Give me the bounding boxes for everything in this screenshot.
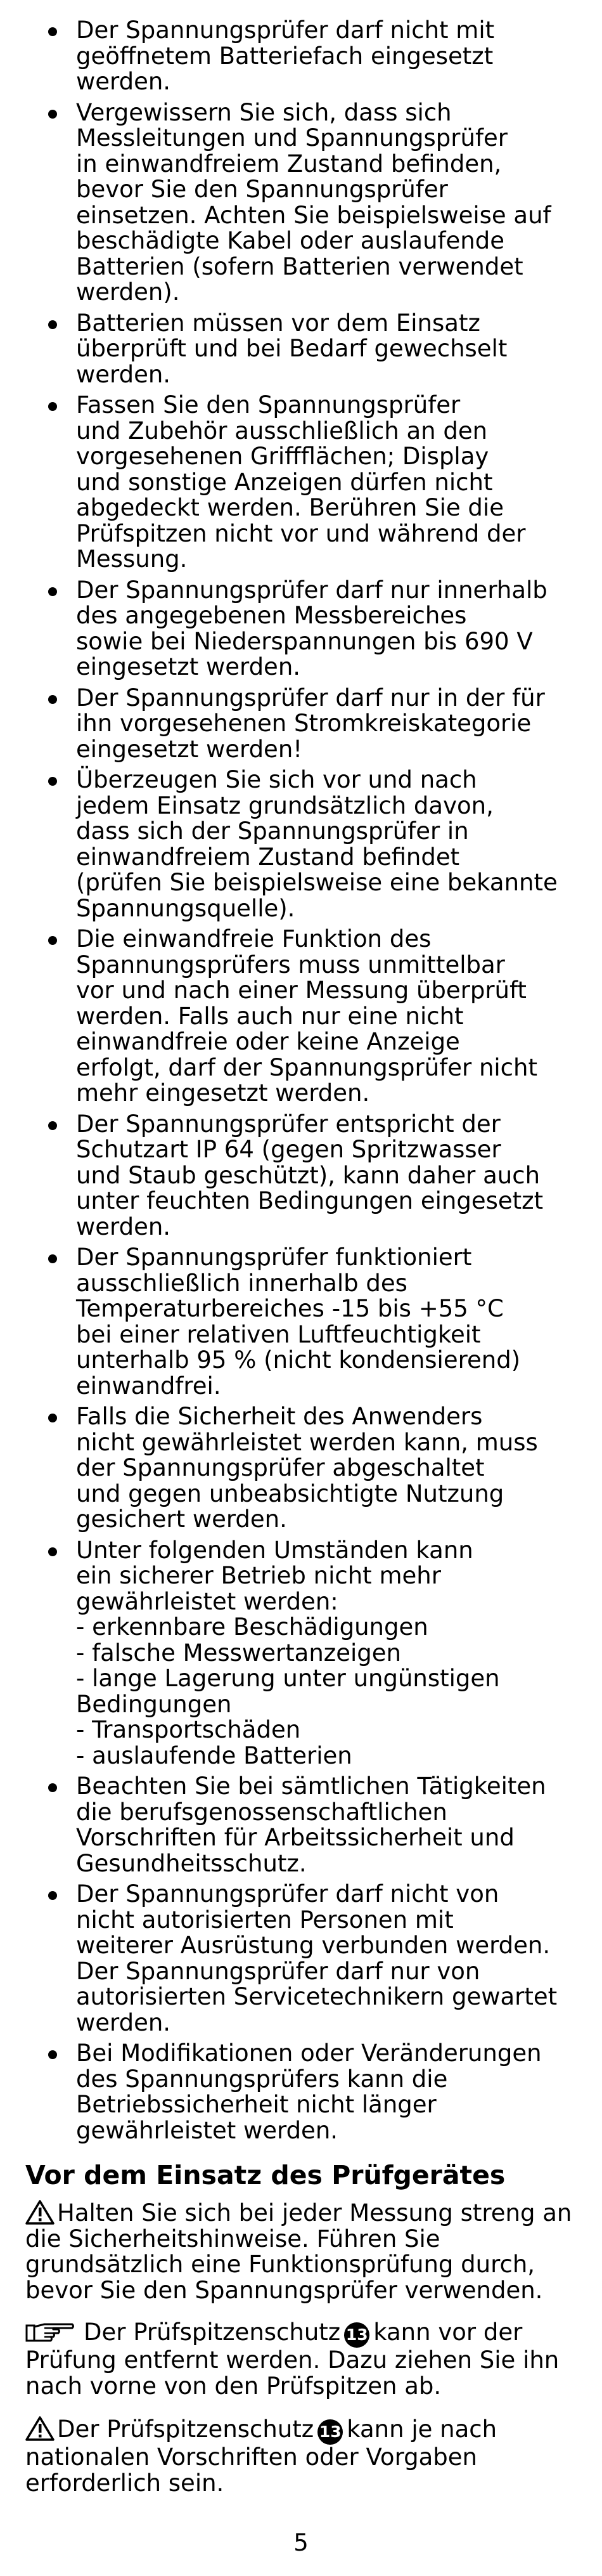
list-item: Fassen Sie den Spannungsprüfer und Zubehör ausschließlich an den vorgesehenen Griffflächen; Display und sonstige Anzeigen dürfen nicht abgedeckt werden. Berühren Sie die Prüfspitzen nicht vor und während der Messung. [25, 393, 583, 573]
bullet-icon [48, 1891, 57, 1900]
list-item: Beachten Sie bei sämtlichen Tätigkeiten die berufsgenossenschaftlichen Vorschriften für Arbeitssicherheit und Gesundheitsschutz. [25, 1774, 583, 1877]
bullet-icon [48, 1414, 57, 1422]
bullet-icon [48, 27, 57, 36]
reference-number-badge: 13 [344, 2322, 369, 2348]
list-item: Vergewissern Sie sich, dass sich Messleitungen und Spannungsprüfer in einwandfreiem Zustand befinden, bevor Sie den Spannungsprüfer einsetzen. Achten Sie beispielsweise auf beschädigte Kabel oder auslaufende Batterien (sofern Batterien verwendet werden). [25, 100, 583, 306]
list-item: Die einwandfreie Funktion des Spannungsprüfers muss unmittelbar vor und nach einer Messung überprüft werden. Falls auch nur eine nicht einwandfreie oder keine Anzeige erfolgt, darf der Spannungsprüfer nicht mehr eingesetzt werden. [25, 927, 583, 1107]
warning-paragraph: Der Prüfspitzenschutz 13 kann je nach nationalen Vorschriften oder Vorgaben erforderlich sein. [25, 2416, 497, 2497]
condition-item: - falsche Messwertanzeigen [76, 1639, 401, 1667]
warning-triangle-icon [25, 2199, 54, 2225]
list-item: Falls die Sicherheit des Anwenders nicht gewährleistet werden kann, muss der Spannungsprüfer abgeschaltet und gegen unbeabsichtigte Nutzung gesichert werden. [25, 1404, 583, 1533]
condition-item: - Transportschäden [76, 1716, 301, 1743]
condition-item: - lange Lagerung unter ungünstigen Bedingungen [76, 1665, 500, 1718]
bullet-icon [48, 695, 57, 704]
list-item: Bei Modifikationen oder Veränderungen des Spannungsprüfers kann die Betriebssicherheit nicht länger gewährleistet werden. [25, 2041, 583, 2143]
section-heading: Vor dem Einsatz des Prüfgerätes [25, 2160, 506, 2190]
bullet-icon [48, 1547, 57, 1556]
safety-bullet-list [25, 18, 583, 2143]
condition-item: - auslaufende Batterien [76, 1741, 352, 1769]
manual-page [25, 18, 583, 2513]
bullet-icon [48, 402, 57, 411]
list-item: Der Spannungsprüfer entspricht der Schutzart IP 64 (gegen Spritzwasser und Staub geschützt), kann daher auch unter feuchten Bedingungen eingesetzt werden. [25, 1112, 583, 1240]
bullet-icon [48, 936, 57, 945]
list-item: Der Spannungsprüfer darf nur in der für ihn vorgesehenen Stromkreiskategorie eingesetzt werden! [25, 686, 583, 763]
hint-paragraph: Der Prüfspitzenschutz 13 kann vor der Prüfung entfernt werden. Dazu ziehen Sie ihn nach vorne von den Prüfspitzen ab. [25, 2319, 560, 2400]
bullet-icon [48, 1121, 57, 1130]
condition-item: - erkennbare Beschädigungen [76, 1613, 428, 1641]
bullet-icon [48, 1254, 57, 1263]
warning-triangle-icon [25, 2416, 54, 2441]
bullet-icon [48, 110, 57, 119]
page-number: 5 [293, 2529, 309, 2556]
list-item: Der Spannungsprüfer darf nicht mit geöffnetem Batteriefach eingesetzt werden. [25, 18, 583, 95]
bullet-icon [48, 320, 57, 329]
safety-paragraph: Halten Sie sich bei jeder Messung streng an die Sicherheitshinweise. Führen Sie grundsätzlich eine Funktionsprüfung durch, bevor Sie den Spannungsprüfer verwenden. [25, 2199, 572, 2304]
reference-number-badge: 13 [317, 2419, 343, 2445]
pointing-hand-icon [25, 2320, 75, 2343]
bullet-icon [48, 587, 57, 596]
bullet-icon [48, 1783, 57, 1792]
list-item: Batterien müssen vor dem Einsatz überprüft und bei Bedarf gewechselt werden. [25, 311, 583, 388]
list-item: Der Spannungsprüfer darf nur innerhalb des angegebenen Messbereiches sowie bei Niederspannungen bis 690 V eingesetzt werden. [25, 578, 583, 680]
bullet-icon [48, 777, 57, 786]
list-item: Der Spannungsprüfer darf nicht von nicht autorisierten Personen mit weiterer Ausrüstung verbunden werden. Der Spannungsprüfer darf nur von autorisierten Servicetechnikern gewartet werden. [25, 1882, 583, 2036]
list-item: Überzeugen Sie sich vor und nach jedem Einsatz grundsätzlich davon, dass sich der Spannungsprüfer in einwandfreiem Zustand befindet (prüfen Sie beispielsweise eine bekannte Spannungsquelle). [25, 767, 583, 921]
list-item: Unter folgenden Umständen kann ein sicherer Betrieb nicht mehr gewährleistet werden: - erkennbare Beschädigungen - falsche Messwertanzeigen - lange Lagerung unter ungünstigen Bedingungen - Transportschäden - auslaufende Batterien [25, 1538, 583, 1769]
bullet-icon [48, 2050, 57, 2059]
list-item: Der Spannungsprüfer funktioniert ausschließlich innerhalb des Temperaturbereiches -15 bis +55 °C bei einer relativen Luftfeuchtigkeit unterhalb 95 % (nicht kondensierend) einwandfrei. [25, 1245, 583, 1399]
